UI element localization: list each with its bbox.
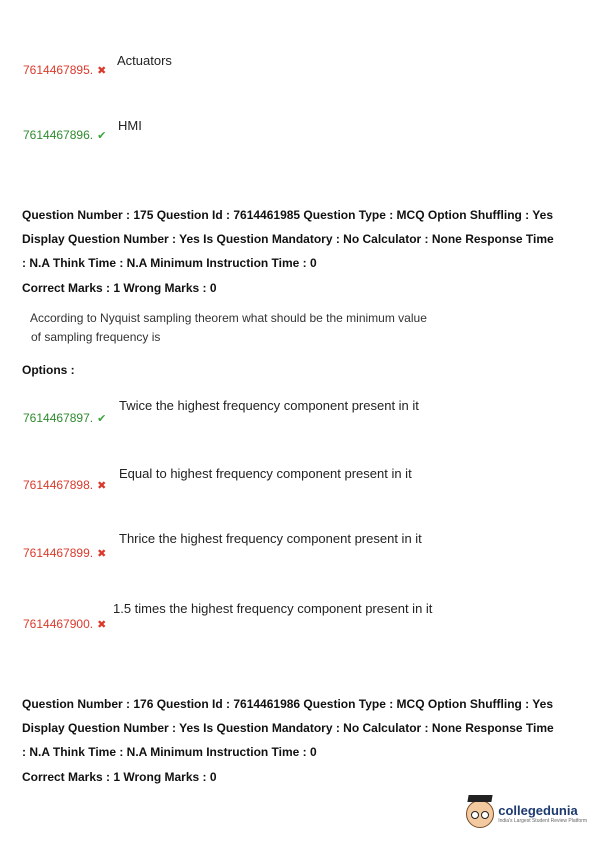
option-id: 7614467899. (23, 546, 94, 560)
meta-line: Display Question Number : Yes Is Question Mandatory : No Calculator : None Response Time (22, 721, 554, 735)
meta-line: Question Number : 176 Question Id : 7614461986 Question Type : MCQ Option Shuffling : Yes (22, 697, 553, 711)
options-label: Options : (22, 363, 75, 377)
option-row (23, 544, 106, 562)
option-text: 1.5 times the highest frequency component present in it (113, 601, 433, 616)
marks-line: Correct Marks : 1 Wrong Marks : 0 (22, 281, 217, 295)
check-icon: ✔ (97, 413, 107, 425)
option-row (23, 61, 106, 79)
option-text: Thrice the highest frequency component present in it (119, 531, 422, 546)
question-meta (22, 203, 578, 275)
logo-name: collegedunia (498, 803, 578, 818)
check-icon: ✔ (97, 130, 107, 142)
meta-line: Question Number : 175 Question Id : 7614461985 Question Type : MCQ Option Shuffling : Yes (22, 208, 553, 222)
cross-icon: ✖ (97, 548, 107, 560)
option-id: 7614467900. (23, 617, 94, 631)
question-line: of sampling frequency is (31, 330, 161, 344)
question-text (30, 309, 427, 347)
logo-tagline: India's Largest Student Review Platform (498, 818, 587, 824)
option-id: 7614467898. (23, 478, 94, 492)
meta-line: : N.A Think Time : N.A Minimum Instruction Time : 0 (22, 256, 317, 270)
option-row (23, 615, 106, 633)
meta-line: Display Question Number : Yes Is Question Mandatory : No Calculator : None Response Time (22, 232, 554, 246)
option-text: Actuators (117, 53, 172, 68)
option-id: 7614467897. (23, 411, 94, 425)
option-id: 7614467895. (23, 63, 94, 77)
cross-icon: ✖ (97, 65, 107, 77)
option-text: HMI (118, 118, 142, 133)
question-line: According to Nyquist sampling theorem what should be the minimum value (30, 311, 427, 325)
marks-line: Correct Marks : 1 Wrong Marks : 0 (22, 770, 217, 784)
cross-icon: ✖ (97, 480, 107, 492)
question-meta (22, 692, 578, 764)
cross-icon: ✖ (97, 619, 107, 631)
option-id: 7614467896. (23, 128, 94, 142)
collegedunia-logo (466, 800, 587, 828)
option-row (23, 409, 106, 427)
option-text: Twice the highest frequency component present in it (119, 398, 419, 413)
mascot-icon (466, 800, 494, 828)
option-row (23, 476, 106, 494)
option-text: Equal to highest frequency component present in it (119, 466, 412, 481)
meta-line: : N.A Think Time : N.A Minimum Instruction Time : 0 (22, 745, 317, 759)
option-row (23, 126, 106, 144)
